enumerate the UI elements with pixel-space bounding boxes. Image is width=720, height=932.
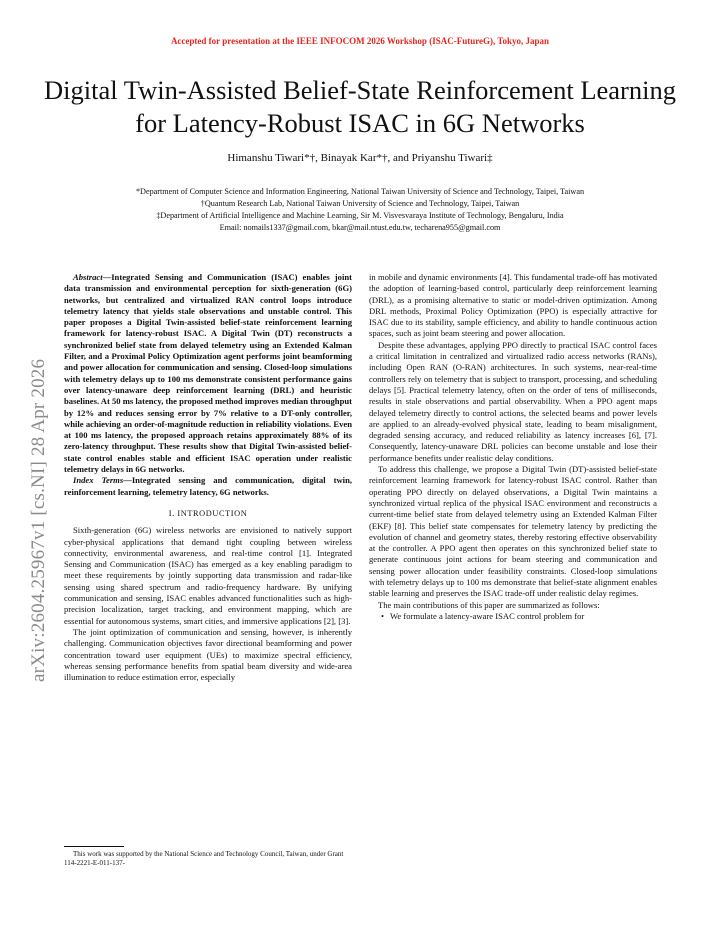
intro-paragraph: To address this challenge, we propose a Digital Twin (DT)-assisted belief-state reinforcement learning framework for latency-robust ISAC control. Rather than operating PPO directly on delayed observations, a Digital Twin maintains a synchronized virtual replica of the physical ISAC environment and reconstructs a current-time belief state from delayed telemetry using an Extended Kalman Filter (EKF) [8]. This belief state compensates for telemetry latency by predicting the evolution of channel and geometry states, thereby restoring effective observability at the controller. A PPO agent then operates on this synchronized belief state to generate continuous joint actions for beam steering and communication and sensing power allocation under feasibility constraints. Closed-loop simulations with telemetry delays up to 100 ms demonstrate that belief-state alignment enables stable learning and preserves the ISAC trade-off under realistic delay regimes. xyxy=(369,464,657,599)
abstract-label: Abstract xyxy=(73,272,103,282)
affiliation-1: *Department of Computer Science and Information Engineering, National Taiwan University of Science and Technology, Taipei, Taiwan xyxy=(135,187,585,196)
contribution-text: We formulate a latency-aware ISAC control problem for xyxy=(390,610,585,621)
abstract xyxy=(64,272,352,475)
intro-paragraph: The joint optimization of communication and sensing, however, is inherently challenging. Communication objectives favor directional beamforming and power concentration toward user equipment (UEs) to maximize spectral efficiency, whereas sensing performance benefits from spatial beam diversity and wide-area illumination to reduce estimation error, especially xyxy=(64,626,352,683)
footnote-divider xyxy=(64,846,124,847)
intro-paragraph: in mobile and dynamic environments [4]. This fundamental trade-off has motivated the adoption of learning-based control, particularly deep reinforcement learning (DRL), as a promising alternative to static or model-driven optimization. Among DRL methods, Proximal Policy Optimization (PPO) is especially attractive for ISAC due to its stability, sample efficiency, and ability to handle continuous action spaces, such as joint beam steering and power allocation. xyxy=(369,272,657,339)
intro-paragraph: The main contributions of this paper are summarized as follows: xyxy=(378,599,600,610)
author-list: Himanshu Tiwari*†, Binayak Kar*†, and Priyanshu Tiwari‡ xyxy=(227,152,493,164)
funding-footnote: This work was supported by the National Science and Technology Council, Taiwan, under Grant 114-2221-E-011-137- xyxy=(64,850,344,867)
bullet-icon: • xyxy=(381,610,385,621)
affiliation-2: †Quantum Research Lab, National Taiwan University of Science and Technology, Taipei, Taiwan xyxy=(200,199,520,208)
affiliations xyxy=(30,186,690,234)
section-heading-introduction: I. INTRODUCTION xyxy=(168,508,248,518)
email-line: Email: nomails1337@gmail.com, bkar@mail.ntust.edu.tw, techarena955@gmail.com xyxy=(219,223,501,232)
conference-banner: Accepted for presentation at the IEEE INFOCOM 2026 Workshop (ISAC-FutureG), Tokyo, Japan xyxy=(170,36,550,46)
paper-title: Digital Twin-Assisted Belief-State Reinforcement Learning for Latency-Robust ISAC in 6G Networks xyxy=(43,75,676,138)
index-terms-text: —Integrated sensing and communication, digital twin, reinforcement learning, telemetry latency, 6G networks. xyxy=(64,475,353,497)
index-terms-label: Index Terms xyxy=(73,475,124,486)
abstract-text: —Integrated Sensing and Communication (ISAC) enables joint data transmission and environmental perception for sixth-generation (6G) networks, but centralized and virtualized RAN control loops introduce telemetry latency that yields stale observations and unstable control. This paper proposes a Digital Twin-assisted belief-state reinforcement learning framework for latency-robust ISAC. A Digital Twin (DT) reconstructs a synchronized belief state from delayed telemetry using an Extended Kalman Filter, and a Proximal Policy Optimization agent performs joint beamforming and power allocation for communication and sensing. Closed-loop simulations with telemetry delays up to 100 ms demonstrate consistent performance gains over latency-unaware deep reinforcement learning (DRL) and heuristic baselines. At 50 ms latency, the proposed method improves median throughput by 12% and reduces sensing error by 7% relative to a DT-only controller, while achieving an order-of-magnitude reduction in reliability violations. Even at 100 ms latency, the proposed approach retains approximately 88% of its zero-latency throughput. These results show that Digital Twin-assisted belief-state control enables stable and efficient ISAC operation under realistic telemetry delays in 6G networks. xyxy=(64,272,352,475)
affiliation-3: ‡Department of Artificial Intelligence and Machine Learning, Sir M. Visvesvaraya Institute of Technology, Bengaluru, India xyxy=(156,211,564,220)
arxiv-sidebar-stamp: arXiv:2604.25967v1 [cs.NI] 28 Apr 2026 xyxy=(28,358,49,682)
intro-paragraph: Despite these advantages, applying PPO directly to practical ISAC control faces a critical limitation in centralized and virtualized radio access networks (RANs), including Open RAN (O-RAN) architectures. In such systems, near-real-time controllers rely on telemetry that is subject to transport, processing, and scheduling delays [5]. Practical telemetry latency, often on the order of tens of milliseconds, results in stale observations and partial observability. When a PPO agent maps delayed telemetry directly to control actions, the selected beams and power levels are applied to an already-evolved physical state, leading to beam misalignment, degraded sensing accuracy, and reduced reliability as latency increases [6], [7]. Consequently, latency-unaware DRL policies can become unstable and lose their performance benefits under realistic delay conditions. xyxy=(369,339,657,463)
left-column xyxy=(64,272,352,683)
right-column xyxy=(369,272,657,622)
intro-paragraph: Sixth-generation (6G) wireless networks are envisioned to natively support cyber-physical applications that demand tight coupling between wireless connectivity, environmental awareness, and real-time control [1]. Integrated Sensing and Communication (ISAC) has emerged as a key enabling paradigm to meet these requirements by jointly supporting data transmission and radar-like sensing using shared spectrum and radio-frequency hardware. By unifying communication and sensing, ISAC enables advanced functionalities such as high-precision localization, target tracking, and environment mapping, which are essential for autonomous systems, smart cities, and immersive applications [2], [3]. xyxy=(64,525,352,626)
contribution-list-item xyxy=(369,611,657,622)
index-terms xyxy=(64,475,352,498)
